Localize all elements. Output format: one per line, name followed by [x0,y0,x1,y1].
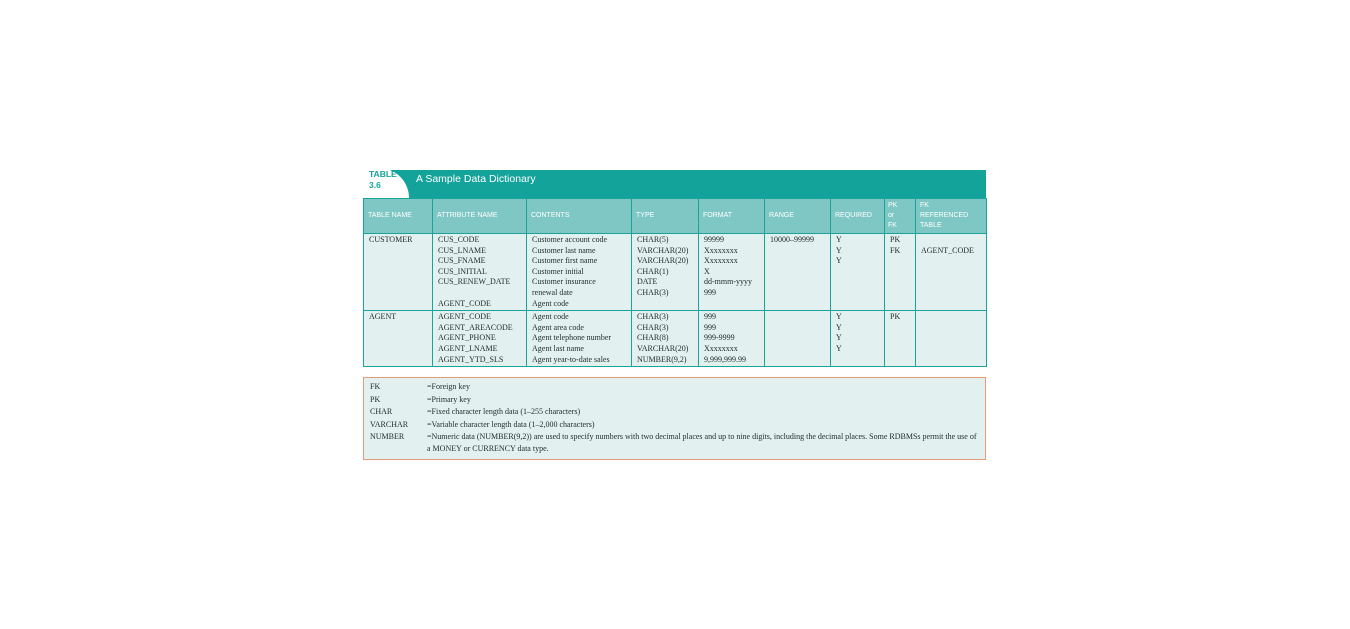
cell-line [921,235,982,246]
pk-fk-cell [885,311,916,367]
format-cell [699,234,765,311]
cell-line: renewal date [532,287,573,297]
legend-abbreviation: NUMBER [370,432,405,441]
cell-line: DATE [637,277,658,287]
cell-line: dd-mmm-yyyy [704,277,752,287]
cell-line: CUS_CODE [438,235,480,244]
legend-abbreviation: CHAR [370,407,393,416]
cell-line: Xxxxxxxx [704,343,738,353]
attribute-name-cell [433,234,527,311]
cell-line: CHAR(3) [637,312,669,322]
table-row [364,234,987,311]
col-header-contents: CONTENTS [527,199,632,234]
table-header [363,168,986,198]
col-header-pk-or-fk: PK or FK [885,199,916,234]
attribute-name-cell [433,311,527,367]
cell-line: 999 [704,322,716,332]
fk-referenced-cell [916,234,987,311]
table-number-label: TABLE 3.6 [369,169,397,190]
table-name-cell [364,311,433,367]
cell-line: Agent last name [532,343,584,353]
cell-line: Xxxxxxxx [704,256,738,266]
data-dictionary-figure [363,168,986,367]
legend-abbreviation: FK [370,382,381,391]
legend-abbreviation: VARCHAR [370,419,409,429]
table-row [364,311,987,367]
legend-definition: =Numeric data (NUMBER(9,2)) are used to specify numbers with two decimal places and up to nine digits, including the decimal places. Some RDBMSs permit the use of a MONEY or CURRENCY data type. [427,432,977,454]
cell-line: AGENT_LNAME [438,343,498,353]
table-title: A Sample Data Dictionary [416,173,536,185]
cell-line: Customer initial [532,266,584,276]
legend-definition: =Fixed character length data (1–255 characters) [427,407,581,416]
legend-definition: =Foreign key [427,382,470,391]
cell-line: Customer account code [532,235,608,244]
column-header-row [364,199,987,234]
cell-line: 999 [704,312,716,322]
col-header-range: RANGE [765,199,831,234]
fk-referenced-cell [916,311,987,367]
cell-line: Y [836,333,842,343]
pk-fk-cell [885,234,916,311]
cell-line: PK [890,235,901,244]
legend-definition: =Primary key [427,394,471,404]
contents-cell [527,311,632,367]
cell-line: CHAR(1) [637,266,669,276]
cell-line: 999 [704,287,716,297]
cell-line: CHAR(8) [637,333,669,343]
cell-line: CHAR(3) [637,287,669,297]
col-header-required: REQUIRED [831,199,885,234]
cell-line: Customer insurance [532,277,596,287]
type-cell [632,311,699,367]
cell-line: CUS_FNAME [438,256,486,266]
cell-line: VARCHAR(20) [637,256,689,266]
legend-definition: =Variable character length data (1–2,000 characters) [427,419,595,429]
cell-line: NUMBER(9,2) [637,354,687,364]
cell-line: Agent code [532,312,569,322]
cell-line: Y [836,322,842,332]
col-header-type: TYPE [632,199,699,234]
cell-line: X [704,266,710,276]
cell-line: Y [836,343,842,353]
col-header-fk-referenced-table: FK REFERENCED TABLE [916,199,987,234]
col-header-format: FORMAT [699,199,765,234]
cell-line: 99999 [704,235,724,244]
cell-line: CUS_LNAME [438,245,487,255]
cell-line: Y [836,312,842,322]
cell-line: Agent telephone number [532,333,612,343]
cell-line: AGENT_PHONE [438,333,496,343]
cell-line: Agent year-to-date sales [532,354,610,364]
cell-line: Y [836,245,842,255]
cell-line: CHAR(3) [637,322,669,332]
cell-line: Y [836,256,842,266]
cell-line: Agent code [532,298,569,308]
format-cell [699,311,765,367]
cell-line: Agent area code [532,322,584,332]
cell-line: PK [890,312,901,322]
table-name-cell [364,234,433,311]
cell-line: AGENT_CODE [438,298,491,308]
cell-line: 10000–99999 [770,235,814,244]
cell-line: FK [890,245,901,255]
col-header-attribute-name: ATTRIBUTE NAME [433,199,527,234]
cell-line [438,288,522,299]
range-cell [765,234,831,311]
col-header-table-name: TABLE NAME [364,199,433,234]
range-cell [765,311,831,367]
cell-line: AGENT_CODE [438,312,491,322]
cell-line: AGENT_AREACODE [438,322,513,332]
cell-line: Customer first name [532,256,598,266]
cell-text: AGENT [369,312,397,322]
type-cell [632,234,699,311]
legend-abbreviation: PK [370,394,381,404]
cell-line: VARCHAR(20) [637,343,689,353]
cell-line: CUS_RENEW_DATE [438,277,511,287]
cell-line: CUS_INITIAL [438,266,487,276]
contents-cell [527,234,632,311]
cell-line: Customer last name [532,245,596,255]
required-cell [831,311,885,367]
cell-line: 9,999,999.99 [704,354,746,364]
data-dictionary-table [363,198,987,367]
cell-line: 999-9999 [704,333,735,343]
abbreviation-legend [363,377,986,460]
cell-line: Xxxxxxxx [704,245,738,255]
cell-line: Y [836,235,842,244]
cell-line: CHAR(5) [637,235,669,244]
cell-line: AGENT_CODE [921,245,974,255]
cell-line: AGENT_YTD_SLS [438,354,504,364]
required-cell [831,234,885,311]
cell-line: VARCHAR(20) [637,245,689,255]
cell-text: CUSTOMER [369,235,413,244]
